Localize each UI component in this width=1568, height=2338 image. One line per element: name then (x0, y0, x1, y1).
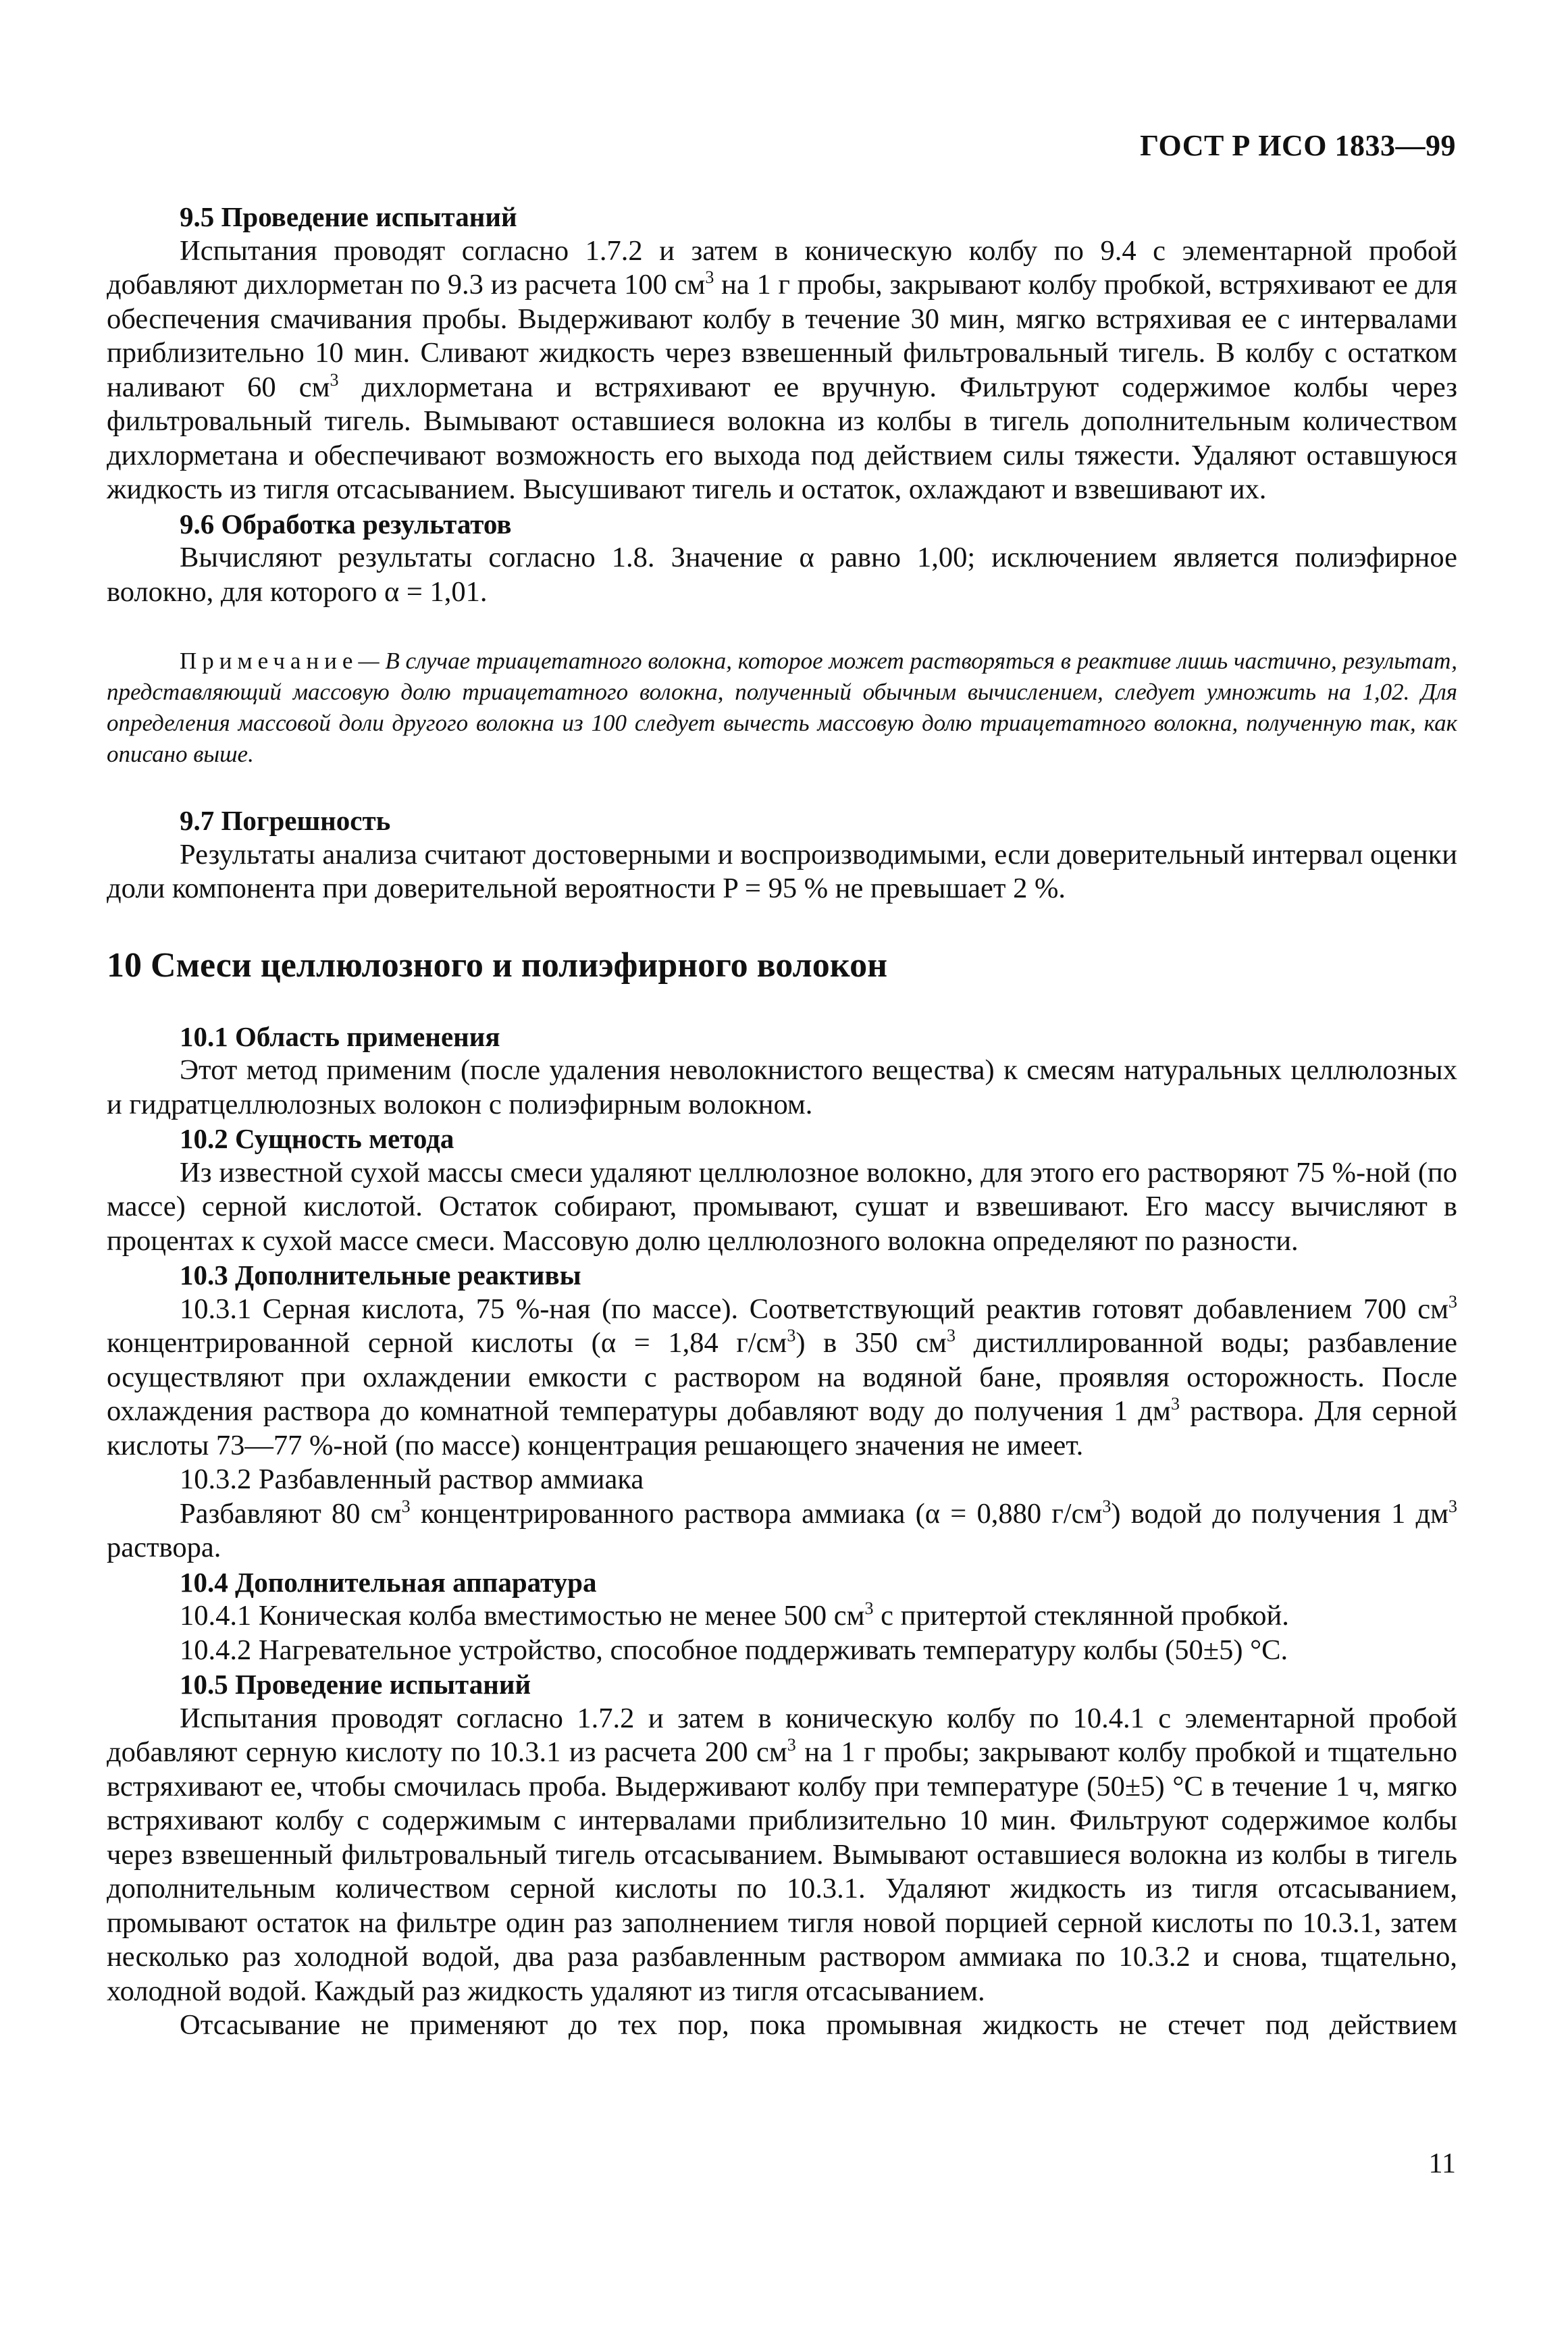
superscript: 3 (1448, 1496, 1457, 1516)
superscript: 3 (1102, 1496, 1112, 1516)
text-run: Разбавляют 80 см (180, 1497, 402, 1530)
text-run: с притертой стеклянной пробкой. (873, 1600, 1289, 1632)
section-10-2-text: Из известной сухой массы смеси удаляют целлюлозное волокно, для этого его растворяют 75 %-ной (по массе) серной кислотой. Остаток собирают, промывают, сушат и взвешивают. Его массу вычисляют в процентах к сухой массе смеси. Массовую долю целлюлозного волокна определяют по разности. (107, 1156, 1457, 1257)
page-number: 11 (1428, 2148, 1456, 2179)
superscript: 3 (705, 267, 714, 287)
section-10-5-heading: 10.5 Проведение испытаний (180, 1669, 531, 1700)
text-run: концентрированной серной кислоты (α = 1,84 г/см (107, 1327, 787, 1359)
text-run: ) в 350 см (795, 1327, 947, 1359)
section-10-3-1-text (107, 1293, 1457, 1463)
section-10-4-1-text (107, 1599, 1457, 1634)
page-body (107, 200, 1457, 2043)
text-run: концентрированного раствора аммиака (α = 0,880 г/см (410, 1497, 1103, 1530)
section-10-3-heading: 10.3 Дополнительные реактивы (180, 1259, 581, 1291)
section-10-heading: 10 Смеси целлюлозного и полиэфирного волокон (107, 945, 888, 985)
section-10-5-text (107, 1702, 1457, 2009)
superscript: 3 (1170, 1394, 1180, 1413)
note-text: — В случае триацетатного волокна, которое может растворяться в реактиве лишь частично, результат, представляющий массовую долю триацетатного волокна, полученный обычным вычислением, следует умножить на 1,02. Для определения массовой доли другого волокна из 100 следует вычесть массовую долю триацетатного волокна, полученную так, как описано выше. (107, 648, 1457, 767)
text-run: дистиллированной воды; разбавление осуществляют при охлаждении емкости с раствором на водяной бане, проявляя осторожность. После охлаждения раствора до комнатной температуры добавляют воду до получения 1 дм (107, 1327, 1458, 1427)
superscript: 3 (864, 1599, 874, 1618)
superscript: 3 (787, 1735, 796, 1755)
document-code-header: ГОСТ Р ИСО 1833—99 (1140, 129, 1456, 162)
superscript: 3 (946, 1326, 956, 1345)
section-9-7-text: Результаты анализа считают достоверными и воспроизводимыми, если доверительный интервал оценки доли компонента при доверительной вероятности P = 95 % не превышает 2 %. (107, 838, 1457, 904)
superscript: 3 (401, 1496, 411, 1516)
text-run: раствора. Для серной кислоты 73—77 %-ной (по массе) концентрация решающего значения не имеет. (107, 1395, 1457, 1461)
superscript: 3 (1448, 1291, 1457, 1311)
superscript: 3 (787, 1326, 796, 1345)
text-run: на 1 г пробы, закрывают колбу пробкой, встряхивают ее для обеспечения смачивания пробы. Выдерживают колбу в течение 30 мин, мягко встряхивая ее с интервалами приблизительно 10 мин. Сливают жидкость через взвешенный фильтровальный тигель. В колбу с остатком наливают 60 см (107, 269, 1457, 403)
section-9-5-text (107, 234, 1457, 507)
text-run: Испытания проводят согласно 1.7.2 и затем в коническую колбу по 10.4.1 с элементарной пробой добавляют серную кислоту по 10.3.1 из расчета 200 см (107, 1702, 1457, 1768)
section-10-4-2-text: 10.4.2 Нагревательное устройство, способное поддерживать температуру колбы (50±5) °С. (180, 1634, 1288, 1666)
section-10-1-heading: 10.1 Область применения (180, 1020, 500, 1052)
note-paragraph (107, 646, 1457, 770)
section-9-5-heading: 9.5 Проведение испытаний (180, 201, 517, 232)
section-10-3-2-text (107, 1497, 1457, 1565)
text-run: на 1 г пробы; закрывают колбу пробкой и тщательно встряхивают ее, чтобы смочилась проба. Выдерживают колбу при температуре (50±5) °С в течение 1 ч, мягко встряхивают колбу с содержимым с интервалами приблизительно 10 мин. Фильтруют содержимое колбы через взвешенный фильтровальный тигель отсасыванием. Вымывают оставшиеся волокна из колбы в тигель дополнительным количеством серной кислоты по 10.3.1. Удаляют жидкость из тигля отсасыванием, промывают остаток на фильтре один раз заполнением тигля новой порцией серной кислоты по 10.3.1, затем несколько раз холодной водой, два раза разбавленным раствором аммиака по 10.3.2 и снова, тщательно, холодной водой. Каждый раз жидкость удаляют из тигля отсасыванием. (107, 1736, 1457, 2007)
section-10-5-text-continued: Отсасывание не применяют до тех пор, пока промывная жидкость не стечет под действием (180, 2009, 1457, 2041)
text-run: раствора. (107, 1532, 221, 1563)
section-10-2-heading: 10.2 Сущность метода (180, 1123, 454, 1154)
superscript: 3 (330, 369, 339, 390)
section-9-7-heading: 9.7 Погрешность (180, 805, 391, 836)
section-10-4-heading: 10.4 Дополнительная аппаратура (180, 1566, 597, 1598)
text-run: дихлорметана и встряхивают ее вручную. Фильтруют содержимое колбы через фильтровальный тигель. Вымывают оставшиеся волокна из колбы в тигель дополнительным количеством дихлорметана и обеспечивают возможность его выхода под действием силы тяжести. Удаляют оставшуюся жидкость из тигля отсасыванием. Высушивают тигель и остаток, охлаждают и взвешивают их. (107, 371, 1458, 505)
section-9-6-heading: 9.6 Обработка результатов (180, 508, 512, 540)
text-run: 10.4.1 Коническая колба вместимостью не менее 500 см (180, 1600, 865, 1632)
text-run: Испытания проводят согласно 1.7.2 и затем в коническую колбу по 9.4 с элементарной пробой добавляют дихлорметан по 9.3 из расчета 100 см (107, 234, 1457, 301)
text-run: 10.3.1 Серная кислота, 75 %-ная (по массе). Соответствующий реактив готовят добавлением 700 см (180, 1293, 1448, 1325)
note-label: Примечание (180, 648, 359, 674)
section-10-3-2-heading: 10.3.2 Разбавленный раствор аммиака (180, 1463, 644, 1495)
section-9-6-text: Вычисляют результаты согласно 1.8. Значение α равно 1,00; исключением является полиэфирное волокно, для которого α = 1,01. (107, 542, 1457, 608)
section-10-1-text: Этот метод применим (после удаления неволокнистого вещества) к смесям натуральных целлюлозных и гидратцеллюлозных волокон с полиэфирным волокном. (107, 1054, 1457, 1120)
text-run: ) водой до получения 1 дм (1111, 1497, 1448, 1530)
